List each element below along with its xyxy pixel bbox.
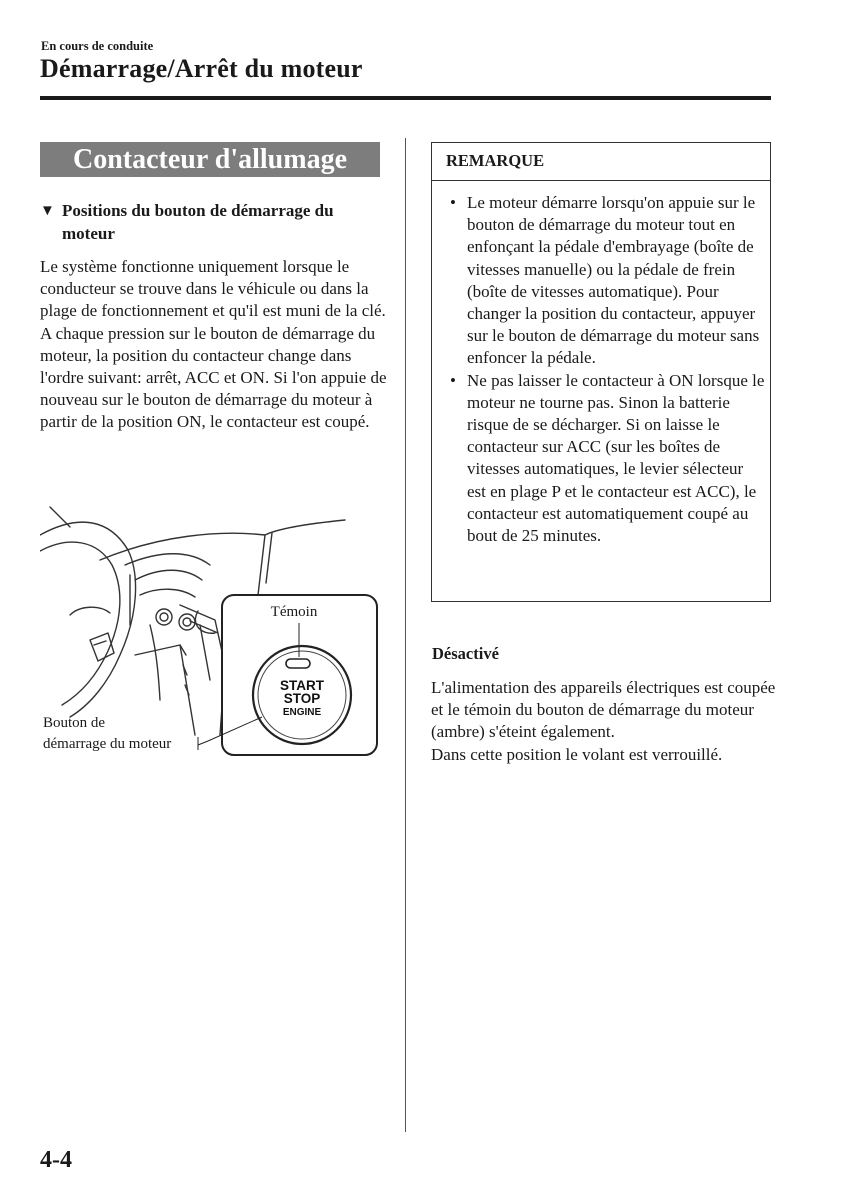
indicator-label: Témoin xyxy=(270,604,318,620)
button-text-engine: ENGINE xyxy=(282,707,322,718)
breadcrumb: En cours de conduite xyxy=(41,39,154,53)
remark-item-text: Le moteur démarre lorsqu'on appuie sur le bouton de démarrage du moteur tout en enfonçant la pédale d'embrayage (boîte de vitesses manuelle) ou la pédale de frein (boîte de vitesses automatique). Pour changer la position du contacteur, appuyer sur le bouton de démarrage du moteur sans enfoncer la pédale. xyxy=(467,193,760,368)
triangle-marker-icon: ▼ xyxy=(40,203,55,219)
button-label-line2: démarrage du moteur xyxy=(43,736,172,752)
bullet-icon: • xyxy=(450,193,456,212)
page-number: 4-4 xyxy=(40,1147,72,1173)
column-divider xyxy=(405,138,406,1132)
section-banner: Contacteur d'allumage xyxy=(40,142,380,177)
subheading xyxy=(40,199,390,245)
start-button-illustration xyxy=(40,505,395,770)
left-paragraph: Le système fonctionne uniquement lorsque le conducteur se trouve dans le véhicule ou dans la plage de fonctionnement et qu'il est muni de la clé. A chaque pression sur le bouton de démarrage du moteur, la position du contacteur change dans l'ordre suivant: arrêt, ACC et ON. Si l'on appuie de nouveau sur le bouton de démarrage du moteur à partir de la position ON, le contacteur est coupé. xyxy=(40,257,387,432)
button-text-start: START xyxy=(280,678,324,693)
remark-item xyxy=(448,192,766,370)
page-title: Démarrage/Arrêt du moteur xyxy=(40,54,363,83)
remark-divider xyxy=(432,180,770,181)
deactivated-heading: Désactivé xyxy=(432,644,499,663)
button-text-stop: STOP xyxy=(283,691,321,706)
right-paragraph: L'alimentation des appareils électriques est coupée et le témoin du bouton de démarrage du moteur (ambre) s'éteint également. Dans cette position le volant est verrouillé. xyxy=(431,678,776,764)
bullet-icon: • xyxy=(450,370,456,390)
remark-list xyxy=(448,192,766,547)
remark-item-text: Ne pas laisser le contacteur à ON lorsque le moteur ne tourne pas. Sinon la batterie risque de se décharger. Si on laisse le contacteur sur ACC (sur les boîtes de vitesses automatiques, le levier sélecteur est en plage P et le contacteur est ACC), le contacteur est automatiquement coupé au bout de 25 minutes. xyxy=(467,370,765,546)
remark-box xyxy=(431,142,771,602)
remark-title: REMARQUE xyxy=(446,151,545,170)
subheading-text: Positions du bouton de démarrage du moteur xyxy=(62,201,334,243)
remark-item xyxy=(448,370,766,548)
title-rule xyxy=(40,96,771,100)
button-label-line1: Bouton de xyxy=(43,715,106,731)
